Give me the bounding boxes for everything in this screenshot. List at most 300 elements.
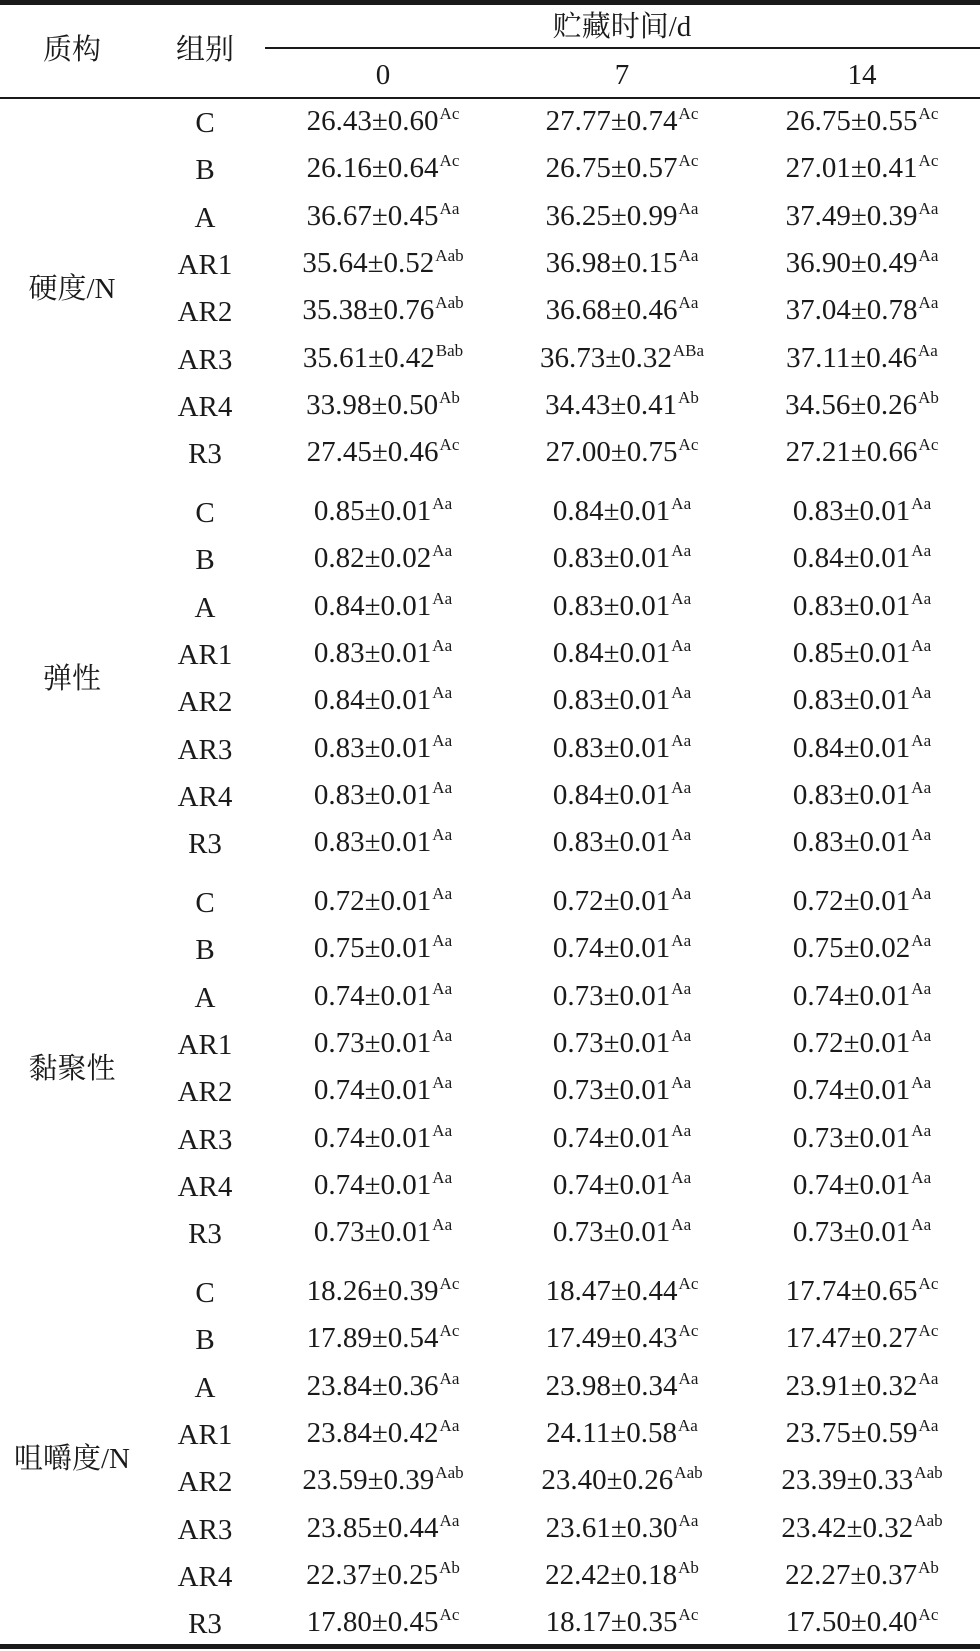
cell-value: 26.75±0.57	[545, 152, 678, 185]
significance-letter: Ac	[439, 151, 460, 171]
significance-letter: Aa	[911, 1215, 932, 1235]
cell-value: 17.74±0.65	[785, 1275, 918, 1307]
cell-value: 0.73±0.01	[552, 1026, 671, 1059]
cell-value: 18.47±0.44	[545, 1275, 678, 1307]
table-cell	[793, 635, 931, 675]
group-label: C	[195, 887, 215, 919]
group-label: AR2	[177, 686, 233, 719]
significance-letter: Ab	[678, 387, 699, 407]
significance-letter: Ab	[439, 387, 460, 407]
table-cell	[793, 540, 931, 580]
significance-letter: Aa	[432, 978, 453, 998]
cell-value: 26.16±0.64	[306, 152, 439, 185]
significance-letter: Aa	[911, 825, 932, 845]
cell-value: 0.74±0.01	[552, 1168, 671, 1201]
table-cell	[553, 1167, 691, 1207]
significance-letter: Aa	[439, 1415, 460, 1435]
significance-letter: Ac	[439, 435, 460, 455]
table-cell	[793, 730, 931, 770]
header-day-0: 0	[375, 59, 391, 91]
group-label: A	[194, 591, 216, 624]
significance-letter: Ac	[678, 435, 699, 455]
table-cell	[785, 1557, 939, 1597]
table-cell	[307, 1510, 460, 1550]
table-cell	[553, 1072, 691, 1112]
group-label: AR3	[177, 1513, 233, 1546]
significance-letter: Aa	[911, 1073, 932, 1093]
header-storage-time: 贮藏时间/d	[552, 11, 692, 43]
cell-value: 0.84±0.01	[552, 636, 671, 669]
header-day-14: 14	[847, 59, 877, 91]
significance-letter: Aa	[678, 198, 699, 218]
group-label: AR1	[177, 638, 233, 671]
table-cell	[314, 1167, 452, 1207]
significance-letter: Ac	[439, 104, 460, 123]
significance-letter: Aa	[911, 494, 932, 513]
significance-letter: Aa	[671, 683, 692, 703]
cell-value: 36.98±0.15	[545, 246, 678, 279]
table-cell	[314, 730, 452, 770]
header-group: 组别	[175, 34, 235, 66]
table-cell	[314, 1214, 452, 1254]
table-cell	[553, 978, 691, 1018]
table-cell	[553, 540, 691, 580]
significance-letter: Aa	[432, 1167, 453, 1187]
texture-label: 咀嚼度/N	[13, 1442, 131, 1475]
cell-value: 0.83±0.01	[792, 778, 911, 811]
cell-value: 17.80±0.45	[306, 1606, 439, 1639]
table-cell	[546, 150, 699, 190]
table-cell	[793, 777, 931, 817]
group-label: AR3	[177, 1123, 233, 1156]
header-texture: 质构	[42, 34, 102, 66]
significance-letter: Aa	[911, 635, 932, 655]
cell-value: 0.83±0.01	[552, 826, 671, 859]
significance-letter: Aa	[432, 777, 453, 797]
table-cell	[307, 103, 460, 143]
group-label: AR4	[177, 1560, 233, 1593]
group-label: AR2	[177, 1076, 233, 1109]
cell-value: 0.83±0.01	[792, 684, 911, 717]
table-cell	[553, 824, 691, 864]
table-cell	[786, 1368, 939, 1408]
group-label: A	[194, 981, 216, 1014]
group-label: B	[195, 1324, 215, 1357]
cell-value: 0.72±0.01	[792, 1026, 911, 1059]
significance-letter: Aab	[435, 245, 464, 265]
significance-letter: Ac	[678, 1321, 699, 1341]
cell-value: 0.83±0.01	[792, 589, 911, 622]
group-label: R3	[188, 1608, 222, 1641]
cell-value: 0.74±0.01	[552, 932, 671, 965]
texture-label: 硬度/N	[28, 272, 116, 305]
cell-value: 37.49±0.39	[785, 199, 918, 232]
table-cell	[314, 1120, 452, 1160]
cell-value: 27.01±0.41	[785, 152, 918, 185]
significance-letter: Aa	[678, 1415, 698, 1435]
significance-letter: Aab	[435, 1463, 464, 1483]
significance-letter: Ac	[918, 435, 939, 455]
table-cell	[785, 387, 939, 427]
cell-value: 0.74±0.01	[313, 1121, 432, 1154]
significance-letter: Aa	[432, 1120, 453, 1140]
cell-value: 0.75±0.01	[313, 932, 432, 965]
significance-letter: Aa	[911, 1120, 932, 1140]
table-cell	[553, 1025, 691, 1065]
table-cell	[302, 1462, 463, 1502]
significance-letter: Aa	[671, 1215, 692, 1235]
table-cell	[553, 588, 691, 628]
significance-letter: Aa	[678, 293, 699, 313]
table-cell	[314, 1072, 452, 1112]
table-cell	[553, 1214, 691, 1254]
cell-value: 0.83±0.01	[313, 826, 432, 859]
significance-letter: Ac	[439, 1274, 460, 1293]
table-cell	[307, 1604, 460, 1644]
significance-letter: Aa	[671, 884, 692, 903]
significance-letter: Aa	[439, 198, 460, 218]
group-label: AR1	[177, 1418, 233, 1451]
cell-value: 17.50±0.40	[785, 1606, 918, 1639]
cell-value: 0.84±0.01	[792, 731, 911, 764]
table-cell	[546, 245, 699, 285]
cell-value: 0.74±0.01	[313, 1074, 432, 1107]
significance-letter: Aa	[432, 588, 453, 608]
table-cell	[546, 1604, 699, 1644]
cell-value: 26.43±0.60	[306, 105, 439, 137]
group-label: R3	[188, 828, 222, 861]
cell-value: 36.73±0.32	[539, 341, 672, 374]
table-cell	[793, 930, 931, 970]
significance-letter: Aa	[432, 1025, 453, 1045]
group-label: AR1	[177, 248, 233, 281]
group-label: R3	[188, 1218, 222, 1251]
table-cell	[786, 103, 939, 143]
significance-letter: ABa	[672, 340, 705, 360]
table-cell	[786, 1604, 939, 1644]
significance-letter: Aa	[432, 884, 453, 903]
significance-letter: Aa	[678, 245, 699, 265]
significance-letter: Aa	[671, 1073, 692, 1093]
table-cell	[793, 682, 931, 722]
table-cell	[314, 588, 452, 628]
table-cell	[793, 824, 931, 864]
significance-letter: Aa	[918, 245, 939, 265]
significance-letter: Aa	[432, 1215, 453, 1235]
cell-value: 36.90±0.49	[785, 246, 918, 279]
cell-value: 17.47±0.27	[785, 1322, 918, 1355]
table-cell	[540, 340, 704, 380]
table-cell	[553, 493, 691, 533]
significance-letter: Ac	[678, 104, 699, 123]
significance-letter: Aa	[671, 635, 692, 655]
significance-letter: Ac	[678, 1605, 699, 1625]
significance-letter: Ac	[918, 1274, 939, 1293]
cell-value: 36.25±0.99	[545, 199, 678, 232]
table-cell	[307, 1415, 460, 1455]
table-cell	[307, 198, 460, 238]
significance-letter: Aa	[671, 588, 692, 608]
cell-value: 23.40±0.26	[541, 1464, 674, 1497]
significance-letter: Aa	[671, 1167, 692, 1187]
cell-value: 0.75±0.02	[792, 932, 911, 965]
cell-value: 0.74±0.01	[313, 979, 432, 1012]
significance-letter: Ac	[439, 1321, 460, 1341]
group-label: AR2	[177, 296, 233, 329]
significance-letter: Aa	[918, 1368, 939, 1388]
cell-value: 22.27±0.37	[785, 1558, 918, 1591]
cell-value: 0.74±0.01	[792, 979, 911, 1012]
table-cell	[546, 1415, 698, 1455]
cell-value: 36.67±0.45	[306, 199, 439, 232]
cell-value: 0.85±0.01	[792, 636, 911, 669]
significance-letter: Aa	[439, 1510, 460, 1530]
table-cell	[786, 292, 939, 332]
table-cell	[793, 493, 931, 533]
cell-value: 0.83±0.01	[552, 731, 671, 764]
cell-value: 33.98±0.50	[306, 388, 439, 421]
table-cell	[307, 1368, 460, 1408]
significance-letter: Ac	[918, 1605, 939, 1625]
table-cell	[302, 292, 463, 332]
table-cell	[781, 1510, 942, 1550]
cell-value: 27.77±0.74	[545, 105, 678, 137]
table-cell	[546, 1368, 699, 1408]
cell-value: 0.74±0.01	[313, 1168, 432, 1201]
cell-value: 0.73±0.01	[313, 1026, 432, 1059]
cell-value: 0.85±0.01	[313, 495, 432, 527]
significance-letter: Ac	[918, 151, 939, 171]
cell-value: 24.11±0.58	[546, 1416, 678, 1449]
significance-letter: Aab	[914, 1510, 943, 1530]
significance-letter: Aa	[671, 541, 692, 561]
header-day-7: 7	[614, 59, 630, 91]
texture-label: 弹性	[42, 662, 102, 695]
significance-letter: Aa	[432, 494, 453, 513]
significance-letter: Aa	[671, 1025, 692, 1045]
significance-letter: Ac	[918, 104, 939, 123]
significance-letter: Ac	[918, 1321, 939, 1341]
cell-value: 0.73±0.01	[792, 1121, 911, 1154]
cell-value: 34.56±0.26	[785, 388, 918, 421]
cell-value: 37.04±0.78	[785, 294, 918, 327]
significance-letter: Aa	[911, 1025, 932, 1045]
cell-value: 0.83±0.01	[313, 636, 432, 669]
cell-value: 23.39±0.33	[781, 1464, 914, 1497]
cell-value: 17.49±0.43	[545, 1322, 678, 1355]
cell-value: 0.82±0.02	[313, 542, 432, 575]
significance-letter: Ab	[678, 1557, 699, 1577]
table-cell	[314, 978, 452, 1018]
cell-value: 36.68±0.46	[545, 294, 678, 327]
header-bottom-rule	[0, 97, 980, 99]
cell-value: 0.73±0.01	[313, 1216, 432, 1249]
cell-value: 23.84±0.42	[306, 1416, 439, 1449]
cell-value: 0.83±0.01	[792, 826, 911, 859]
significance-letter: Aa	[911, 931, 932, 951]
significance-letter: Aa	[432, 541, 453, 561]
significance-letter: Aa	[671, 825, 692, 845]
significance-letter: Aa	[911, 777, 932, 797]
cell-value: 0.83±0.01	[313, 778, 432, 811]
group-label: A	[194, 1371, 216, 1404]
table-bottom-rule	[0, 1644, 980, 1649]
group-label: AR4	[177, 1170, 233, 1203]
table-cell	[793, 1072, 931, 1112]
significance-letter: Aa	[918, 1415, 939, 1435]
table-cell	[793, 978, 931, 1018]
cell-value: 23.61±0.30	[545, 1511, 678, 1544]
cell-value: 27.21±0.66	[785, 436, 918, 469]
cell-value: 27.45±0.46	[306, 436, 439, 469]
cell-value: 23.84±0.36	[306, 1369, 439, 1402]
table-cell	[786, 150, 939, 190]
significance-letter: Ab	[439, 1557, 460, 1577]
table-cell	[546, 1320, 699, 1360]
significance-letter: Aa	[678, 1368, 699, 1388]
table-cell	[553, 730, 691, 770]
significance-letter: Aa	[432, 1073, 453, 1093]
table-cell	[307, 150, 460, 190]
table-cell	[302, 245, 463, 285]
storage-header-rule	[265, 47, 980, 49]
table-cell	[306, 387, 460, 427]
cell-value: 0.72±0.01	[552, 885, 671, 917]
significance-letter: Aa	[911, 1167, 932, 1187]
significance-letter: Aab	[674, 1463, 703, 1483]
group-label: B	[195, 154, 215, 187]
table-cell	[553, 635, 691, 675]
significance-letter: Ac	[439, 1605, 460, 1625]
table-cell	[314, 635, 452, 675]
significance-letter: Aa	[432, 635, 453, 655]
table-cell	[553, 682, 691, 722]
group-label: AR4	[177, 390, 233, 423]
significance-letter: Aa	[432, 931, 453, 951]
table-cell	[553, 883, 691, 923]
group-label: AR3	[177, 343, 233, 376]
table-cell	[303, 340, 463, 380]
significance-letter: Aa	[911, 884, 932, 903]
table-cell	[546, 434, 699, 474]
cell-value: 17.89±0.54	[306, 1322, 439, 1355]
table-cell	[553, 930, 691, 970]
table-cell	[306, 1557, 460, 1597]
table-cell	[314, 540, 452, 580]
cell-value: 0.84±0.01	[313, 684, 432, 717]
significance-letter: Ab	[918, 387, 939, 407]
group-label: AR2	[177, 1466, 233, 1499]
cell-value: 0.72±0.01	[313, 885, 432, 917]
table-cell	[553, 777, 691, 817]
significance-letter: Aa	[432, 683, 453, 703]
cell-value: 0.73±0.01	[792, 1216, 911, 1249]
cell-value: 0.83±0.01	[552, 542, 671, 575]
cell-value: 35.38±0.76	[302, 294, 435, 327]
significance-letter: Aa	[671, 777, 692, 797]
cell-value: 22.37±0.25	[306, 1558, 439, 1591]
significance-letter: Aa	[432, 730, 453, 750]
table-cell	[781, 1462, 942, 1502]
significance-letter: Aab	[914, 1463, 943, 1483]
table-cell	[546, 1510, 699, 1550]
table-cell	[786, 434, 939, 474]
table-cell	[545, 387, 699, 427]
table-cell	[793, 1214, 931, 1254]
significance-letter: Aa	[911, 683, 932, 703]
table-cell	[793, 588, 931, 628]
significance-letter: Aa	[432, 825, 453, 845]
cell-value: 34.43±0.41	[545, 388, 678, 421]
significance-letter: Aa	[911, 730, 932, 750]
cell-value: 0.84±0.01	[552, 778, 671, 811]
cell-value: 0.74±0.01	[552, 1121, 671, 1154]
significance-letter: Aa	[918, 293, 939, 313]
cell-value: 0.83±0.01	[313, 731, 432, 764]
table-cell	[793, 1167, 931, 1207]
cell-value: 0.73±0.01	[552, 1216, 671, 1249]
significance-letter: Aa	[671, 978, 692, 998]
group-label: C	[195, 107, 215, 139]
table-cell	[314, 930, 452, 970]
table-cell	[314, 1025, 452, 1065]
cell-value: 23.42±0.32	[781, 1511, 914, 1544]
cell-value: 35.61±0.42	[302, 341, 435, 374]
table-top-rule	[0, 0, 980, 5]
significance-letter: Ab	[918, 1557, 939, 1577]
significance-letter: Aa	[671, 730, 692, 750]
table-cell	[314, 682, 452, 722]
table-cell	[786, 1415, 939, 1455]
significance-letter: Aa	[918, 198, 939, 218]
cell-value: 23.59±0.39	[302, 1464, 435, 1497]
cell-value: 37.11±0.46	[786, 341, 918, 374]
cell-value: 23.75±0.59	[785, 1416, 918, 1449]
table-cell	[546, 292, 699, 332]
group-label: A	[194, 201, 216, 234]
cell-value: 0.74±0.01	[792, 1074, 911, 1107]
table-cell	[786, 245, 939, 285]
texture-label: 黏聚性	[28, 1052, 116, 1085]
cell-value: 35.64±0.52	[302, 246, 435, 279]
table-cell	[553, 1120, 691, 1160]
cell-value: 0.74±0.01	[792, 1168, 911, 1201]
significance-letter: Aa	[911, 541, 932, 561]
cell-value: 18.17±0.35	[545, 1606, 678, 1639]
table-cell	[545, 1557, 699, 1597]
table-cell	[793, 1120, 931, 1160]
table-cell	[546, 198, 699, 238]
table-cell	[786, 340, 938, 380]
cell-value: 0.83±0.01	[792, 495, 911, 527]
table-cell	[793, 1025, 931, 1065]
cell-value: 26.75±0.55	[785, 105, 918, 137]
table-cell	[546, 1273, 699, 1313]
significance-letter: Aa	[911, 588, 932, 608]
table-cell	[307, 1320, 460, 1360]
table-cell	[786, 1320, 939, 1360]
cell-value: 0.83±0.01	[552, 589, 671, 622]
group-label: C	[195, 1277, 215, 1309]
cell-value: 0.84±0.01	[313, 589, 432, 622]
cell-value: 0.84±0.01	[552, 495, 671, 527]
table-cell	[546, 103, 699, 143]
table-cell	[314, 493, 452, 533]
cell-value: 23.91±0.32	[785, 1369, 918, 1402]
significance-letter: Ac	[678, 1274, 699, 1293]
table-cell	[793, 883, 931, 923]
cell-value: 23.98±0.34	[545, 1369, 678, 1402]
